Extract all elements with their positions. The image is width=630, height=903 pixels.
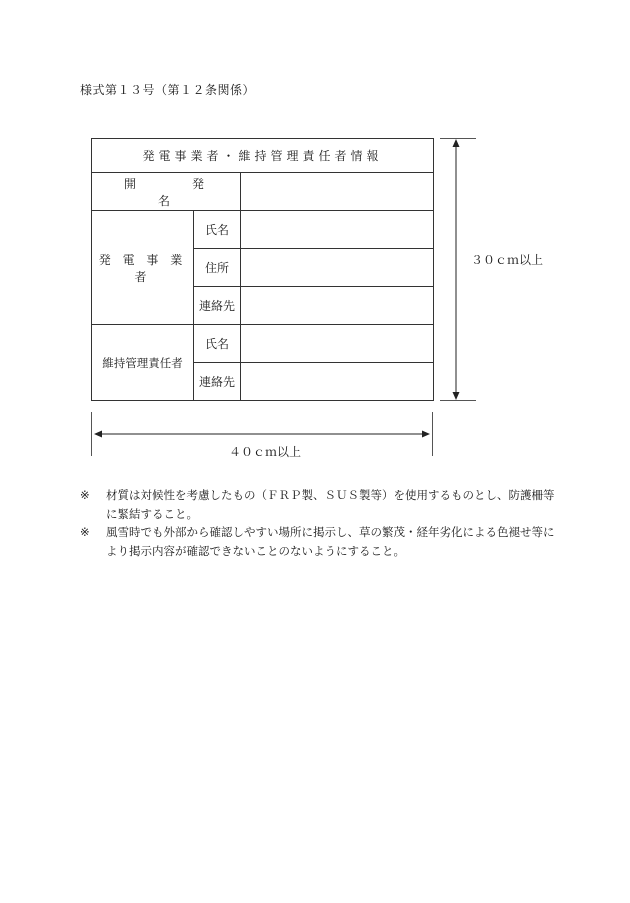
operator-address-value: [241, 249, 434, 287]
note-1: [80, 486, 560, 523]
table-row: [92, 173, 434, 211]
operator-label: 発 電 事 業 者: [92, 211, 194, 325]
table-row: [92, 211, 434, 249]
height-dimension-label: ３０ｃｍ以上: [471, 253, 544, 267]
note-2-text: 風雪時でも外部から確認しやすい場所に掲示し、草の繁茂・経年劣化による色褪せ等により掲示内容が確認できないことのないようにすること。: [106, 525, 555, 558]
development-name-value: [241, 173, 434, 211]
operator-name-value: [241, 211, 434, 249]
note-mark: ※: [80, 488, 90, 502]
development-name-label: 開 発 名: [92, 173, 241, 211]
table-row: [92, 325, 434, 363]
form-number: 様式第１３号（第１２条関係）: [80, 83, 256, 97]
height-dimension-arrow: [448, 138, 464, 401]
operator-name-label: 氏名: [194, 211, 241, 249]
width-extension-line-right: [432, 412, 433, 456]
sign-title: 発電事業者・維持管理責任者情報: [92, 139, 434, 173]
note-1-text: 材質は対候性を考慮したもの（ＦＲＰ製、ＳＵＳ製等）を使用するものとし、防護柵等に緊結すること。: [106, 488, 555, 521]
manager-name-label: 氏名: [194, 325, 241, 363]
width-dimension-arrow: [93, 426, 431, 442]
manager-contact-label: 連絡先: [194, 363, 241, 401]
manager-name-value: [241, 325, 434, 363]
operator-contact-label: 連絡先: [194, 287, 241, 325]
table-row: [92, 139, 434, 173]
info-sign-table: [91, 138, 434, 401]
width-extension-line-left: [91, 412, 92, 456]
manager-contact-value: [241, 363, 434, 401]
width-dimension-label: ４０ｃｍ以上: [229, 445, 302, 459]
operator-contact-value: [241, 287, 434, 325]
notes: [80, 486, 560, 560]
note-mark: ※: [80, 525, 90, 539]
manager-label: 維持管理責任者: [92, 325, 194, 401]
note-2: [80, 523, 560, 560]
operator-address-label: 住所: [194, 249, 241, 287]
